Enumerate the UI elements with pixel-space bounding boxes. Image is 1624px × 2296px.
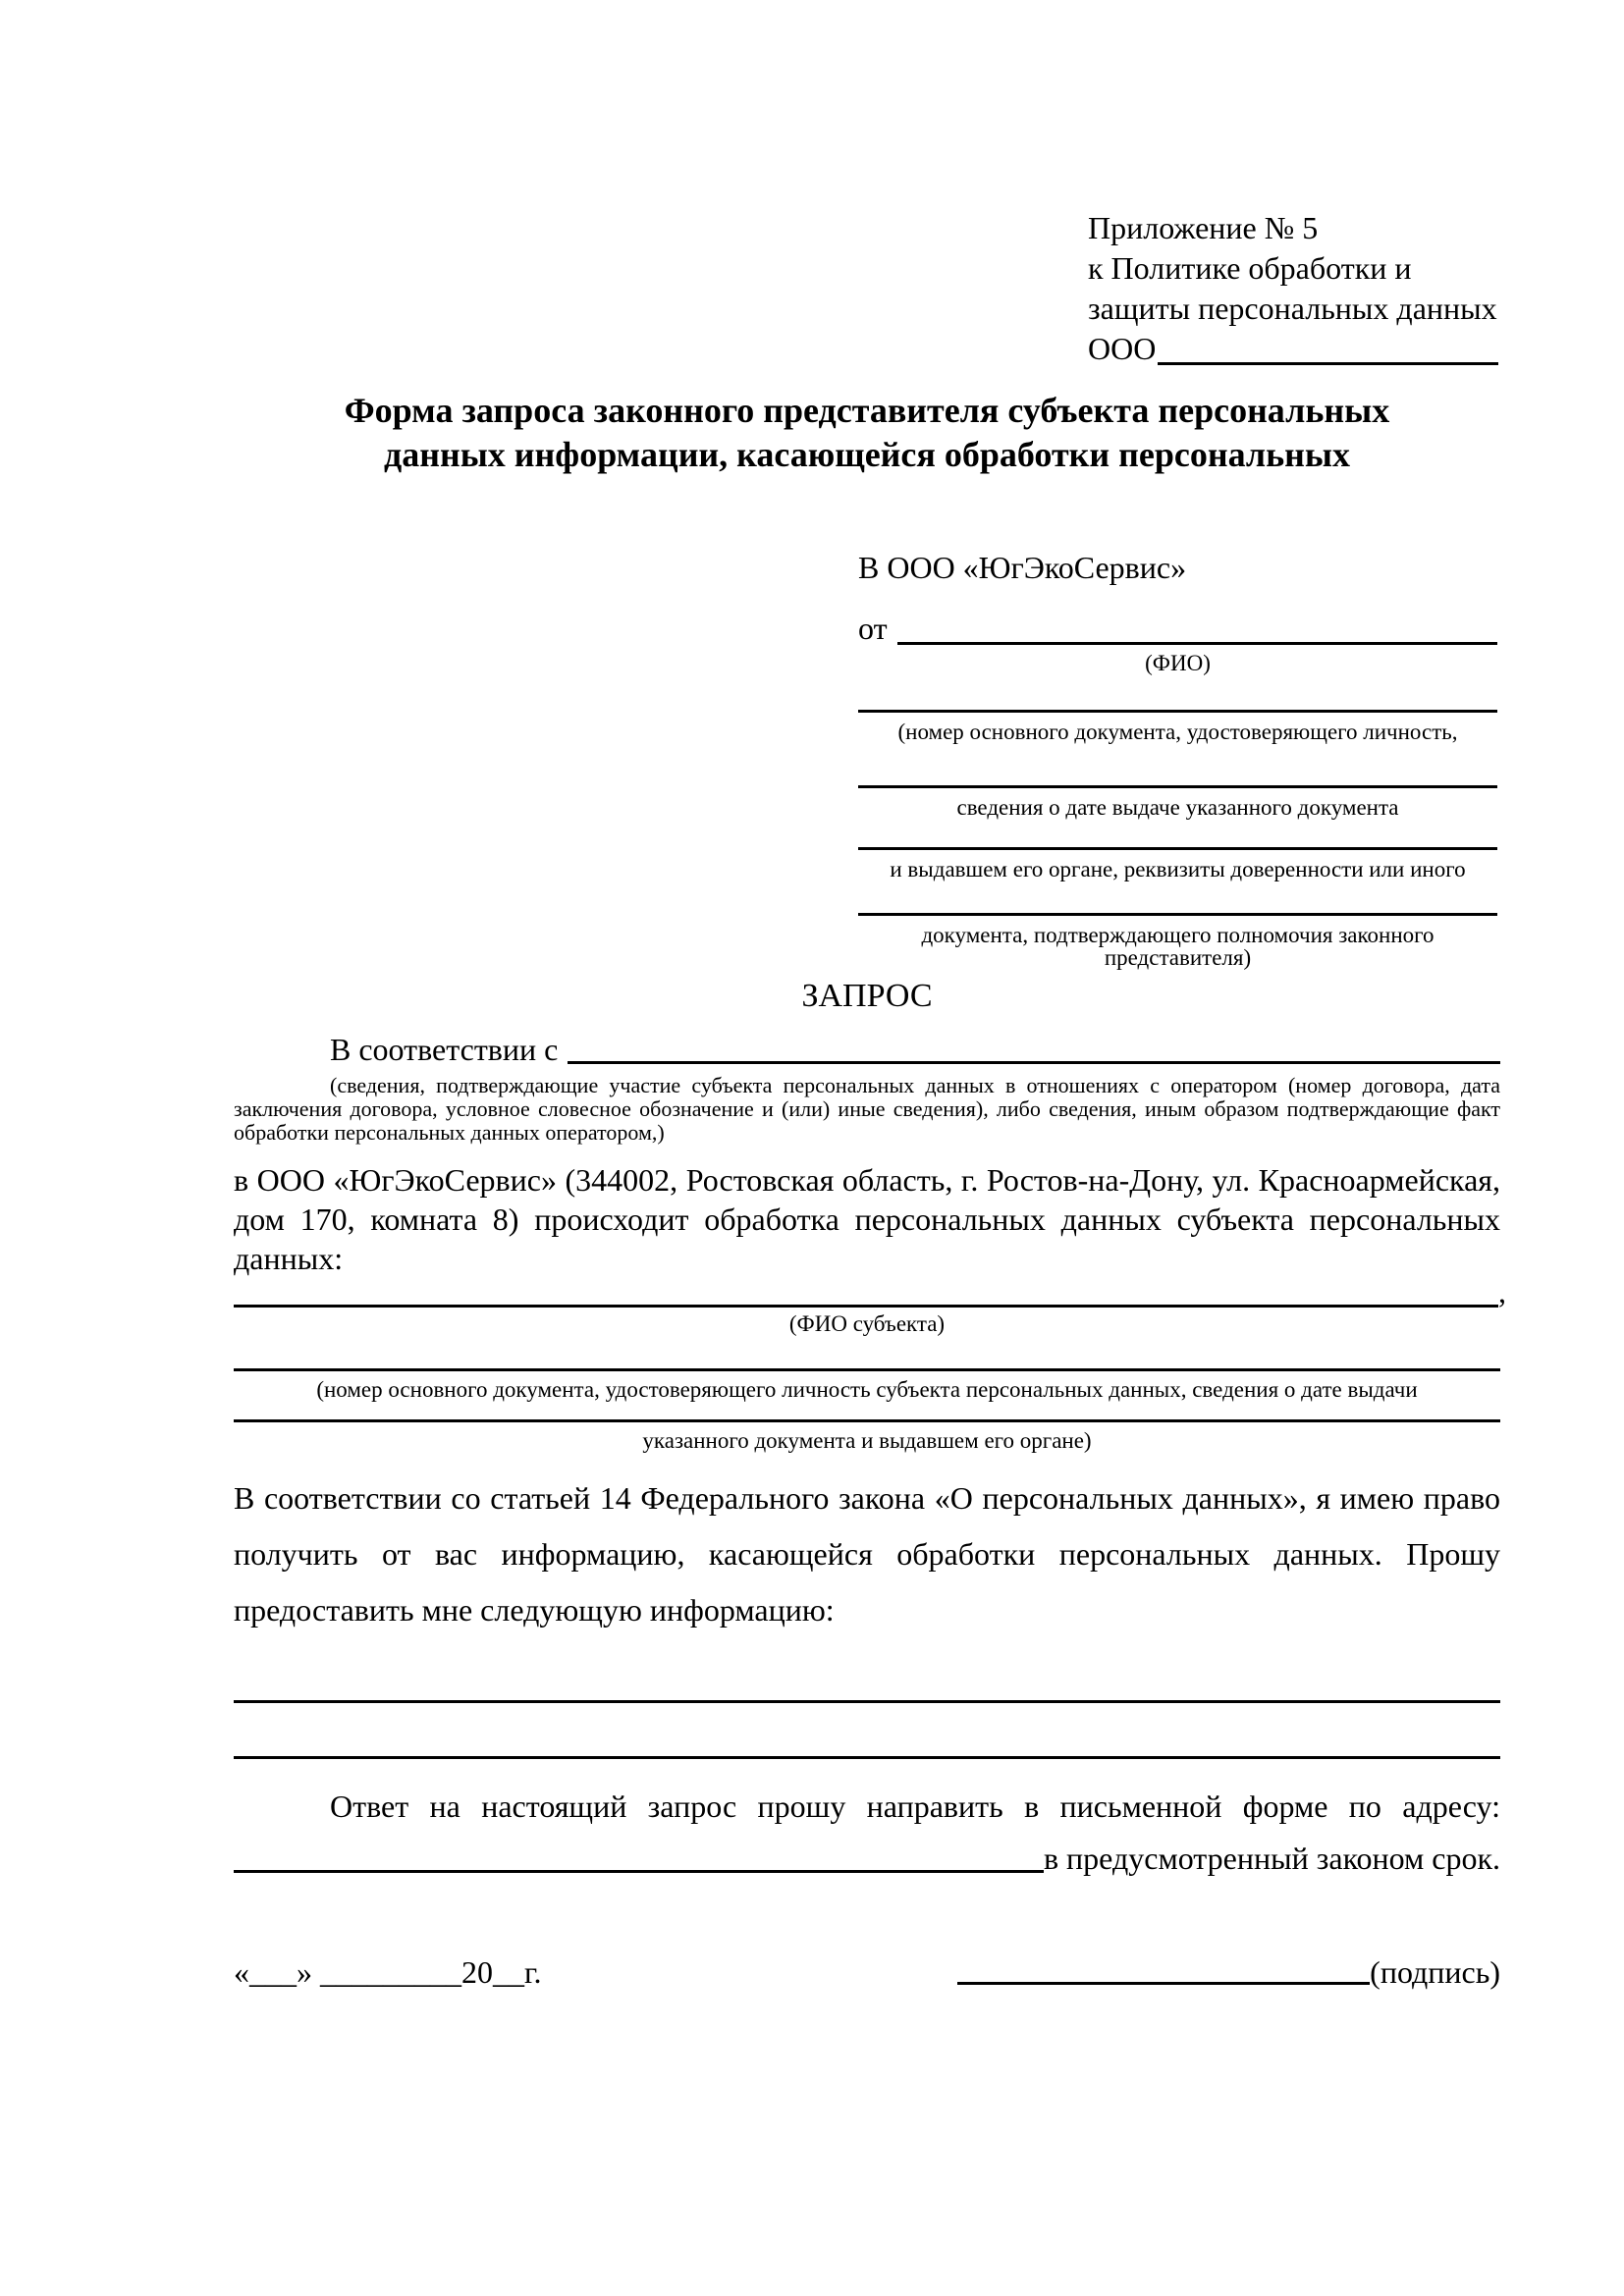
- reply-paragraph: Ответ на настоящий запрос прошу направить в письменной форме по адресу:: [330, 1789, 1500, 1824]
- form-title-line-2: данных информации, касающейся обработки персональных: [384, 435, 1350, 474]
- reply-address-line: [234, 1870, 1044, 1873]
- field-line-4: [858, 913, 1497, 916]
- field-line-3: [858, 847, 1497, 850]
- signature-block: [957, 1955, 1500, 1989]
- operator-paragraph: в ООО «ЮгЭкоСервис» (344002, Ростовская область, г. Ростов-на-Дону, ул. Красноармейская, дом 170, комната 8) происходит обработка персональных данных субъекта персональных данных:: [234, 1162, 1500, 1276]
- blank-line-1: [234, 1700, 1500, 1703]
- subject-fio-caption: (ФИО субъекта): [788, 1311, 946, 1336]
- subject-doc-line-2: [234, 1419, 1500, 1422]
- leadin-indent: [234, 1033, 330, 1066]
- rights-paragraph: В соответствии со статьей 14 Федерального закона «О персональных данных», я имею право получить от вас информацию, касающейся обработки персональных данных. Прошу предоставить мне следующую информацию:: [234, 1480, 1500, 1628]
- appendix-ooo-row: [1088, 329, 1498, 369]
- subject-comma: ,: [1498, 1274, 1506, 1309]
- footer-row: [234, 1955, 1500, 1989]
- fio-caption: (ФИО): [1145, 651, 1211, 675]
- from-label: от: [858, 611, 888, 646]
- subject-fio-row: [234, 1276, 1506, 1308]
- from-fill-line: [897, 609, 1497, 645]
- addressee-from-row: [858, 609, 1497, 648]
- leadin-row: [234, 1033, 1500, 1066]
- appendix-line-3: защиты персональных данных: [1088, 291, 1497, 326]
- signature-line: [957, 1982, 1370, 1985]
- ooo-label: ООО: [1088, 331, 1157, 366]
- addressee-to: В ООО «ЮгЭкоСервис»: [858, 550, 1187, 585]
- form-title: [234, 389, 1500, 477]
- subject-doc-line-1: [234, 1368, 1500, 1371]
- field-line-1: [858, 710, 1497, 713]
- field-caption-4: документа, подтверждающего полномочия законного представителя): [921, 923, 1435, 970]
- field-caption-1: (номер основного документа, удостоверяющего личность,: [897, 720, 1458, 744]
- signature-caption: (подпись): [1370, 1954, 1500, 1990]
- subject-doc-caption-1: (номер основного документа, удостоверяющего личность субъекта персональных данных, сведения о дате выдачи: [316, 1377, 1418, 1402]
- field-caption-3: и выдавшем его органе, реквизиты доверенности или иного: [890, 857, 1466, 881]
- appendix-line-1: Приложение № 5: [1088, 210, 1319, 245]
- field-caption-2: сведения о дате выдаче указанного документа: [956, 795, 1399, 820]
- request-heading: ЗАПРОС: [801, 978, 933, 1014]
- field-line-2: [858, 785, 1497, 788]
- appendix-line-2: к Политике обработки и: [1088, 250, 1412, 286]
- reply-tail-text: в предусмотренный законом срок.: [1043, 1841, 1500, 1876]
- ooo-fill-line: [1158, 329, 1498, 365]
- addressee-block: [858, 548, 1497, 969]
- blank-line-2: [234, 1756, 1500, 1759]
- subject-fio-line: [234, 1305, 1498, 1308]
- form-title-line-1: Форма запроса законного представителя субъекта персональных: [344, 391, 1390, 430]
- reply-address-row: [234, 1842, 1500, 1875]
- leadin-text: В соответствии с: [330, 1032, 559, 1067]
- date-field: «___» _________20__г.: [234, 1954, 542, 1990]
- leadin-fine-print: (сведения, подтверждающие участие субъекта персональных данных в отношениях с оператором (номер договора, дата заключения договора, условное словесное обозначение и (или) иные сведения), либо сведения, иным образом подтверждающие факт обработки персональных данных оператором,): [234, 1073, 1500, 1145]
- appendix-block: [1088, 208, 1498, 369]
- leadin-fill-line: [568, 1033, 1500, 1064]
- subject-doc-caption-2: указанного документа и выдавшем его органе): [642, 1428, 1092, 1453]
